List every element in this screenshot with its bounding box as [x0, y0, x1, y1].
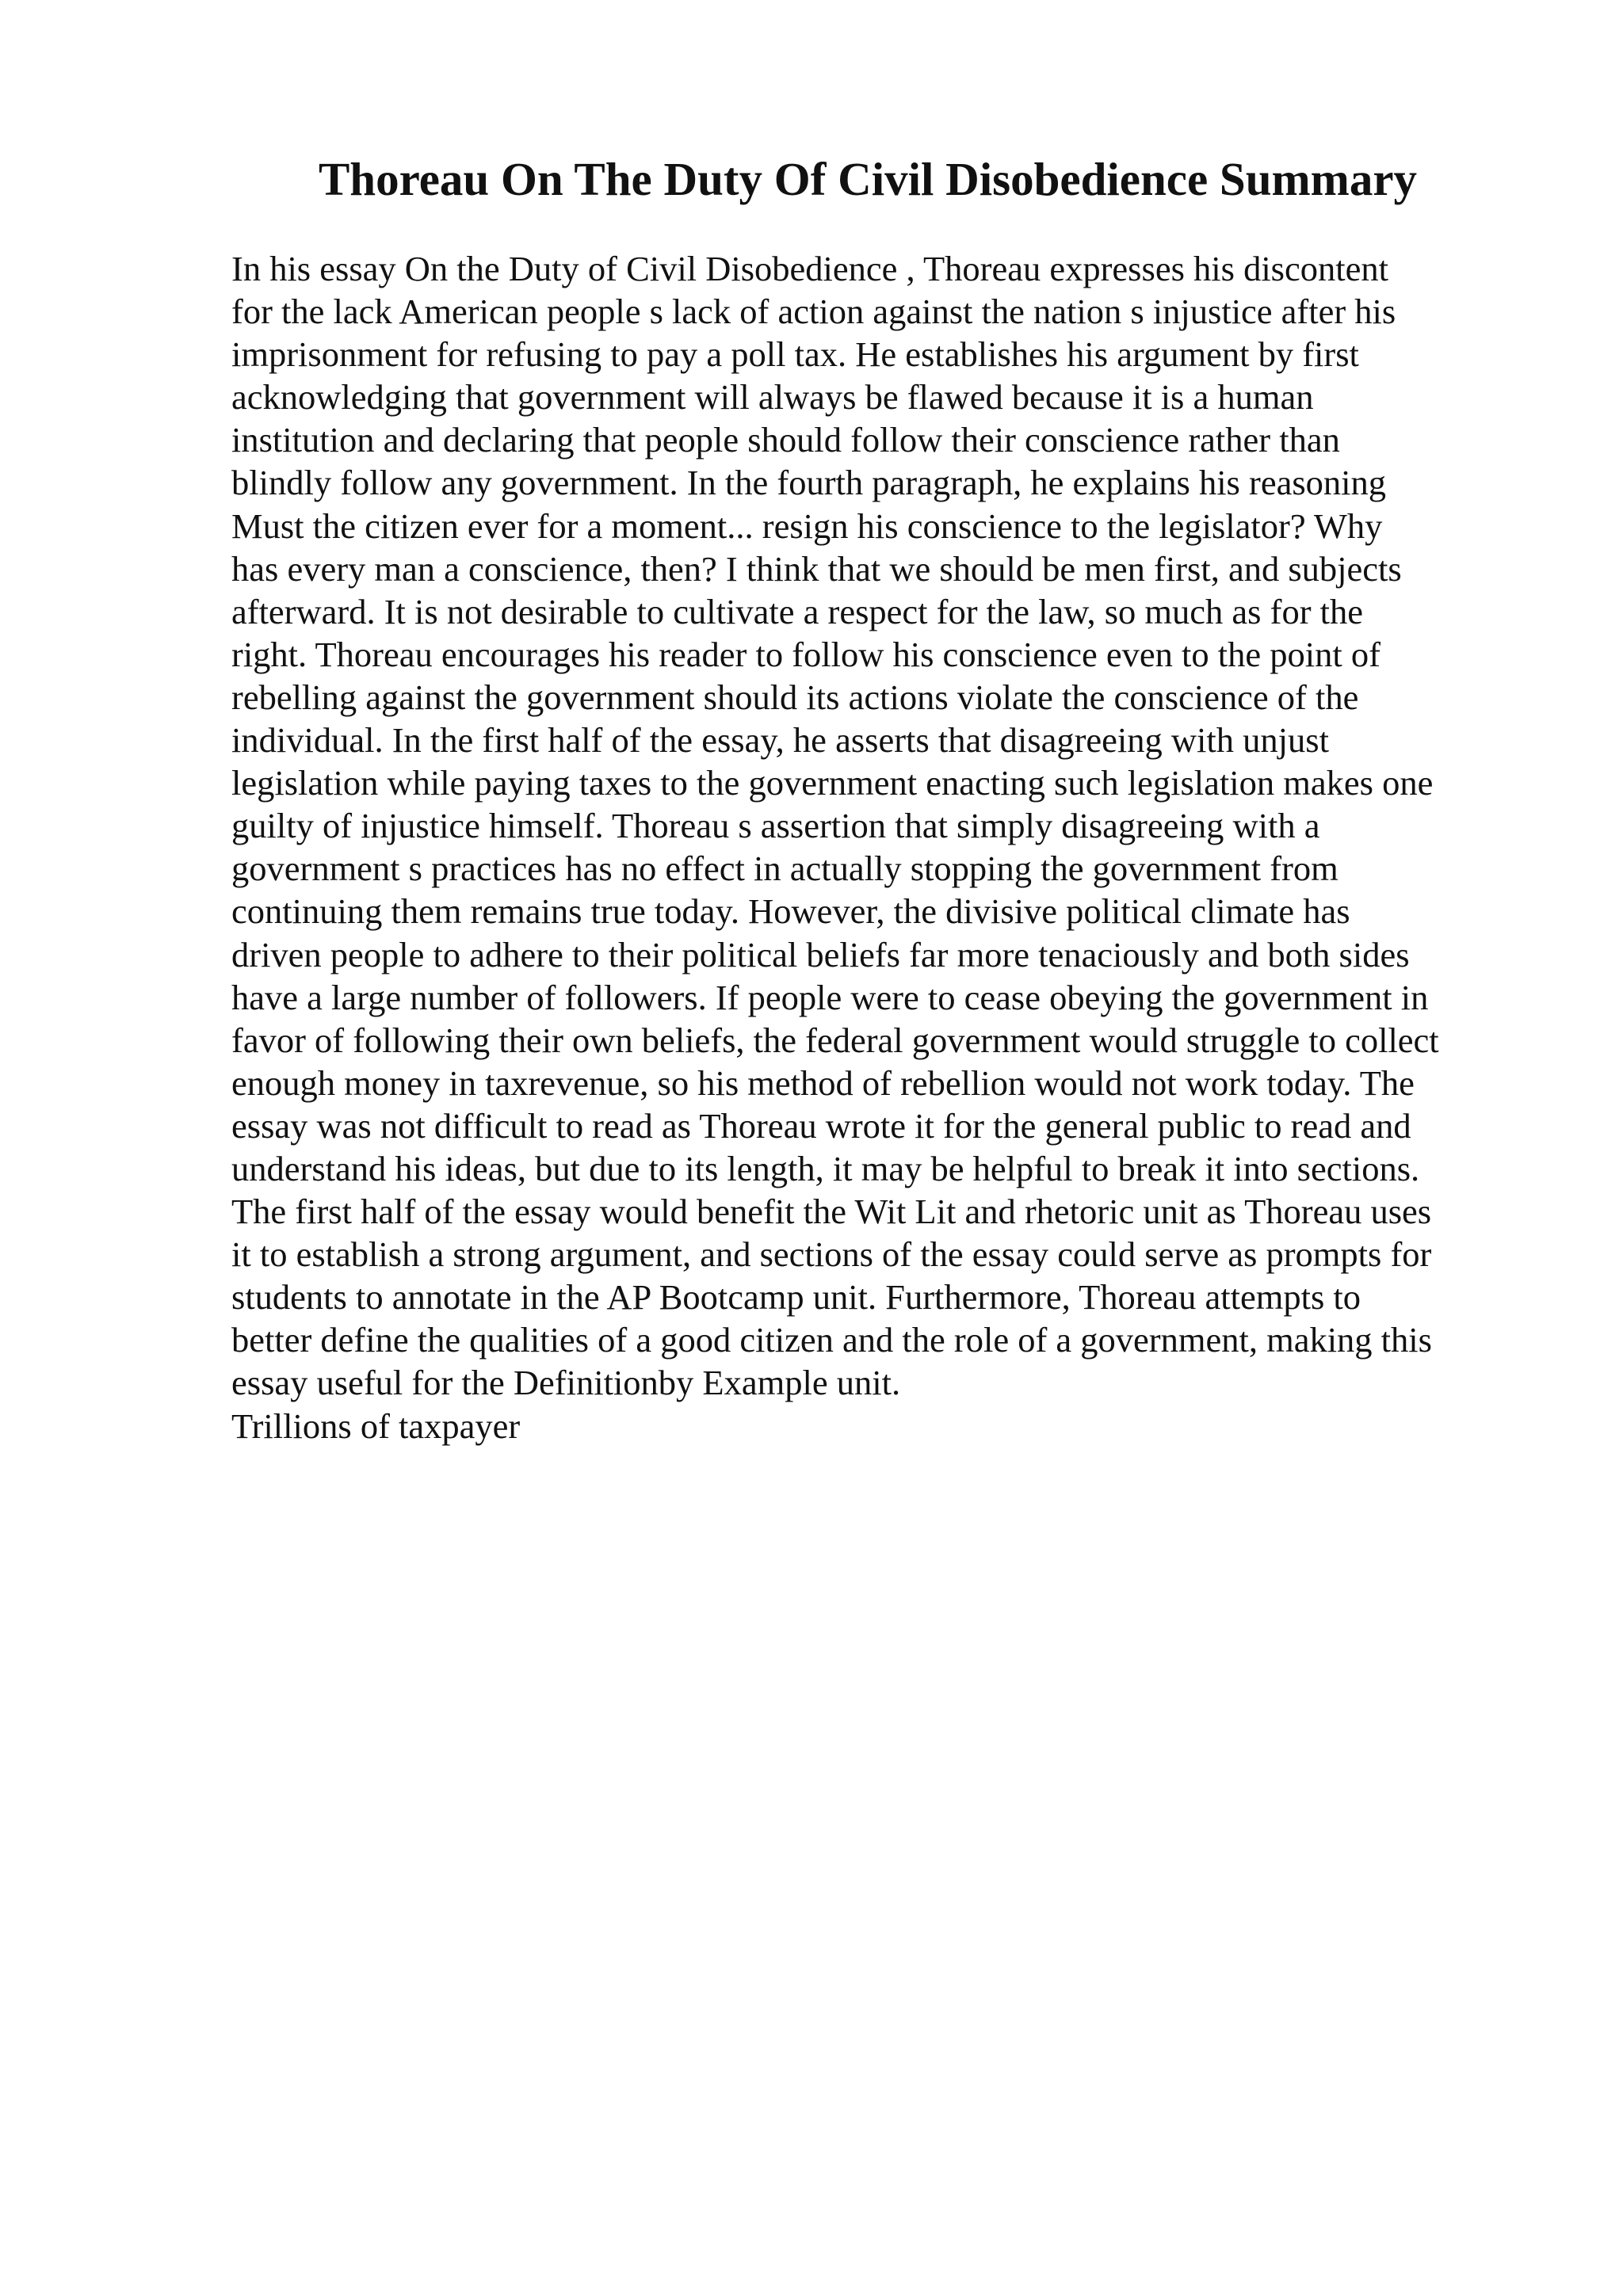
text-line: enough money in taxrevenue, so his method of rebellion would not work today. The	[231, 1062, 1415, 1103]
text-line: favor of following their own beliefs, the federal government would struggle to collect	[231, 1020, 1439, 1060]
text-line: afterward. It is not desirable to cultivate a respect for the law, so much as for the	[231, 591, 1363, 631]
text-line: In his essay On the Duty of Civil Disobedience , Thoreau expresses his discontent	[231, 249, 1388, 288]
text-line: blindly follow any government. In the fourth paragraph, he explains his reasoning	[231, 463, 1387, 503]
text-line: right. Thoreau encourages his reader to follow his conscience even to the point of	[231, 634, 1381, 674]
text-line: acknowledging that government will always be flawed because it is a human	[231, 377, 1314, 418]
text-line: driven people to adhere to their political beliefs far more tenaciously and both sides	[231, 934, 1410, 974]
text-line: imprisonment for refusing to pay a poll tax. He establishes his argument by first	[231, 334, 1359, 375]
text-line: understand his ideas, but due to its length, it may be helpful to break it into sections.	[231, 1148, 1420, 1188]
text-line: it to establish a strong argument, and sections of the essay could serve as prompts for	[231, 1234, 1432, 1275]
text-line: institution and declaring that people should follow their conscience rather than	[231, 420, 1340, 460]
body-paragraph	[231, 247, 1515, 1447]
text-line: Trillions of taxpayer	[231, 1405, 521, 1446]
text-line: better define the qualities of a good citizen and the role of a government, making this	[231, 1320, 1432, 1360]
text-line: for the lack American people s lack of action against the nation s injustice after his	[231, 292, 1396, 332]
text-line: essay was not difficult to read as Thoreau wrote it for the general public to read and	[231, 1105, 1411, 1146]
text-line: essay useful for the Definitionby Example unit.	[231, 1363, 901, 1403]
text-line: have a large number of followers. If people were to cease obeying the government in	[231, 977, 1429, 1017]
text-line: Must the citizen ever for a moment... resign his conscience to the legislator? Why	[231, 505, 1383, 546]
text-line: The first half of the essay would benefit the Wit Lit and rhetoric unit as Thoreau uses	[231, 1192, 1432, 1232]
text-line: has every man a conscience, then? I think that we should be men first, and subjects	[231, 548, 1402, 589]
document-title: Thoreau On The Duty Of Civil Disobedience Summary	[318, 153, 1418, 205]
text-line: students to annotate in the AP Bootcamp unit. Furthermore, Thoreau attempts to	[231, 1277, 1361, 1318]
text-line: guilty of injustice himself. Thoreau s assertion that simply disagreeing with a	[231, 806, 1320, 846]
text-line: government s practices has no effect in actually stopping the government from	[231, 849, 1338, 889]
text-line: individual. In the first half of the essay, he asserts that disagreeing with unjust	[231, 720, 1329, 761]
text-line: continuing them remains true today. However, the divisive political climate has	[231, 891, 1350, 932]
text-line: legislation while paying taxes to the government enacting such legislation makes one	[231, 763, 1434, 803]
text-line: rebelling against the government should its actions violate the conscience of the	[231, 677, 1359, 717]
